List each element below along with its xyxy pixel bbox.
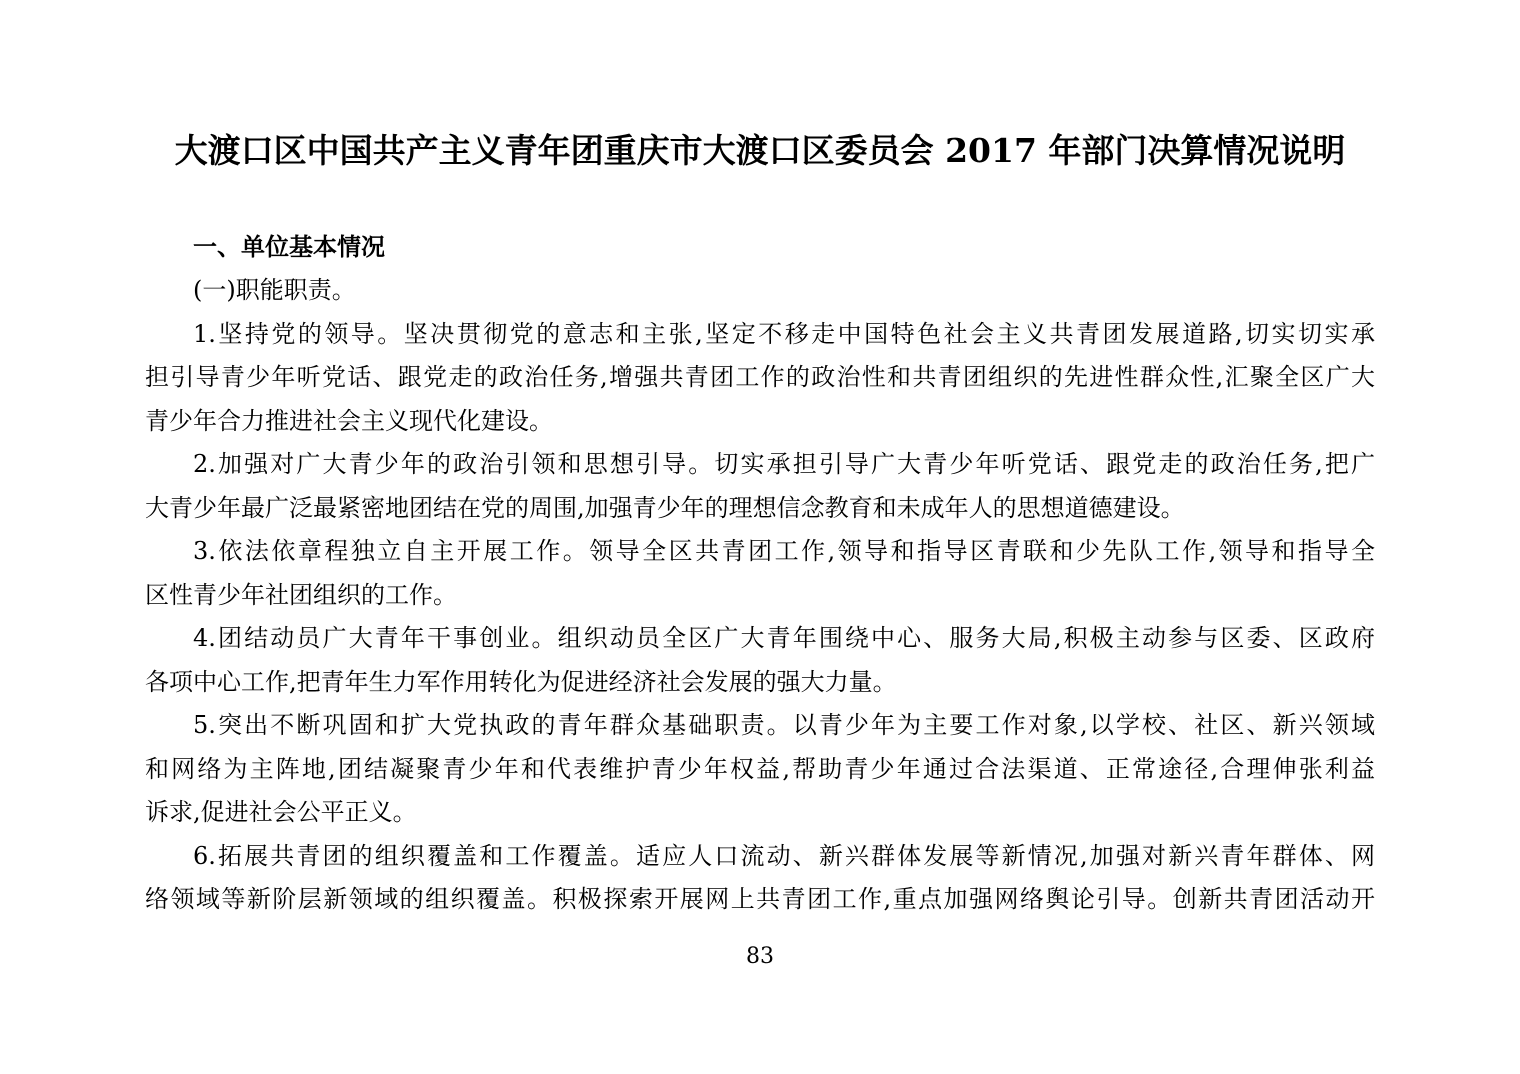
text-line: 担引导青少年听党话、跟党走的政治任务,增强共青团工作的政治性和共青团组织的先进性群众性,汇聚全区广大 (145, 363, 1375, 391)
text-line: 5.突出不断巩固和扩大党执政的青年群众基础职责。以青少年为主要工作对象,以学校、社区、新兴领域 (193, 711, 1375, 739)
text-line: 络领域等新阶层新领域的组织覆盖。积极探索开展网上共青团工作,重点加强网络舆论引导。创新共青团活动开 (145, 885, 1375, 913)
body-paragraph (145, 530, 1375, 617)
body-paragraph (145, 835, 1375, 922)
text-line: 和网络为主阵地,团结凝聚青少年和代表维护青少年权益,帮助青少年通过合法渠道、正常途径,合理伸张利益 (145, 754, 1375, 783)
text-line: 6.拓展共青团的组织覆盖和工作覆盖。适应人口流动、新兴群体发展等新情况,加强对新兴青年群体、网 (193, 841, 1375, 870)
text-line: 2.加强对广大青少年的政治引领和思想引导。切实承担引导广大青少年听党话、跟党走的政治任务,把广 (193, 450, 1375, 478)
subsection-heading: (一)职能职责。 (193, 276, 356, 304)
body-paragraph (145, 443, 1375, 530)
text-line: 诉求,促进社会公平正义。 (145, 798, 417, 826)
text-line: 区性青少年社团组织的工作。 (145, 580, 457, 609)
text-line: 大青少年最广泛最紧密地团结在党的周围,加强青少年的理想信念教育和未成年人的思想道德建设。 (145, 493, 1185, 522)
text-line: 1.坚持党的领导。坚决贯彻党的意志和主张,坚定不移走中国特色社会主义共青团发展道路,切实切实承 (193, 319, 1375, 348)
body-paragraph (145, 704, 1375, 835)
body-paragraph (145, 313, 1375, 444)
document-title: 大渡口区中国共产主义青年团重庆市大渡口区委员会 2017 年部门决算情况说明 (174, 131, 1346, 170)
text-line: 各项中心工作,把青年生力军作用转化为促进经济社会发展的强大力量。 (145, 667, 897, 696)
page-number: 83 (746, 944, 774, 969)
body-paragraph (145, 617, 1375, 704)
section-heading: 一、单位基本情况 (193, 233, 385, 261)
text-line: 青少年合力推进社会主义现代化建设。 (145, 406, 553, 435)
text-line: 4.团结动员广大青年干事创业。组织动员全区广大青年围绕中心、服务大局,积极主动参与区委、区政府 (193, 624, 1375, 652)
text-line: 3.依法依章程独立自主开展工作。领导全区共青团工作,领导和指导区青联和少先队工作,领导和指导全 (193, 537, 1375, 565)
